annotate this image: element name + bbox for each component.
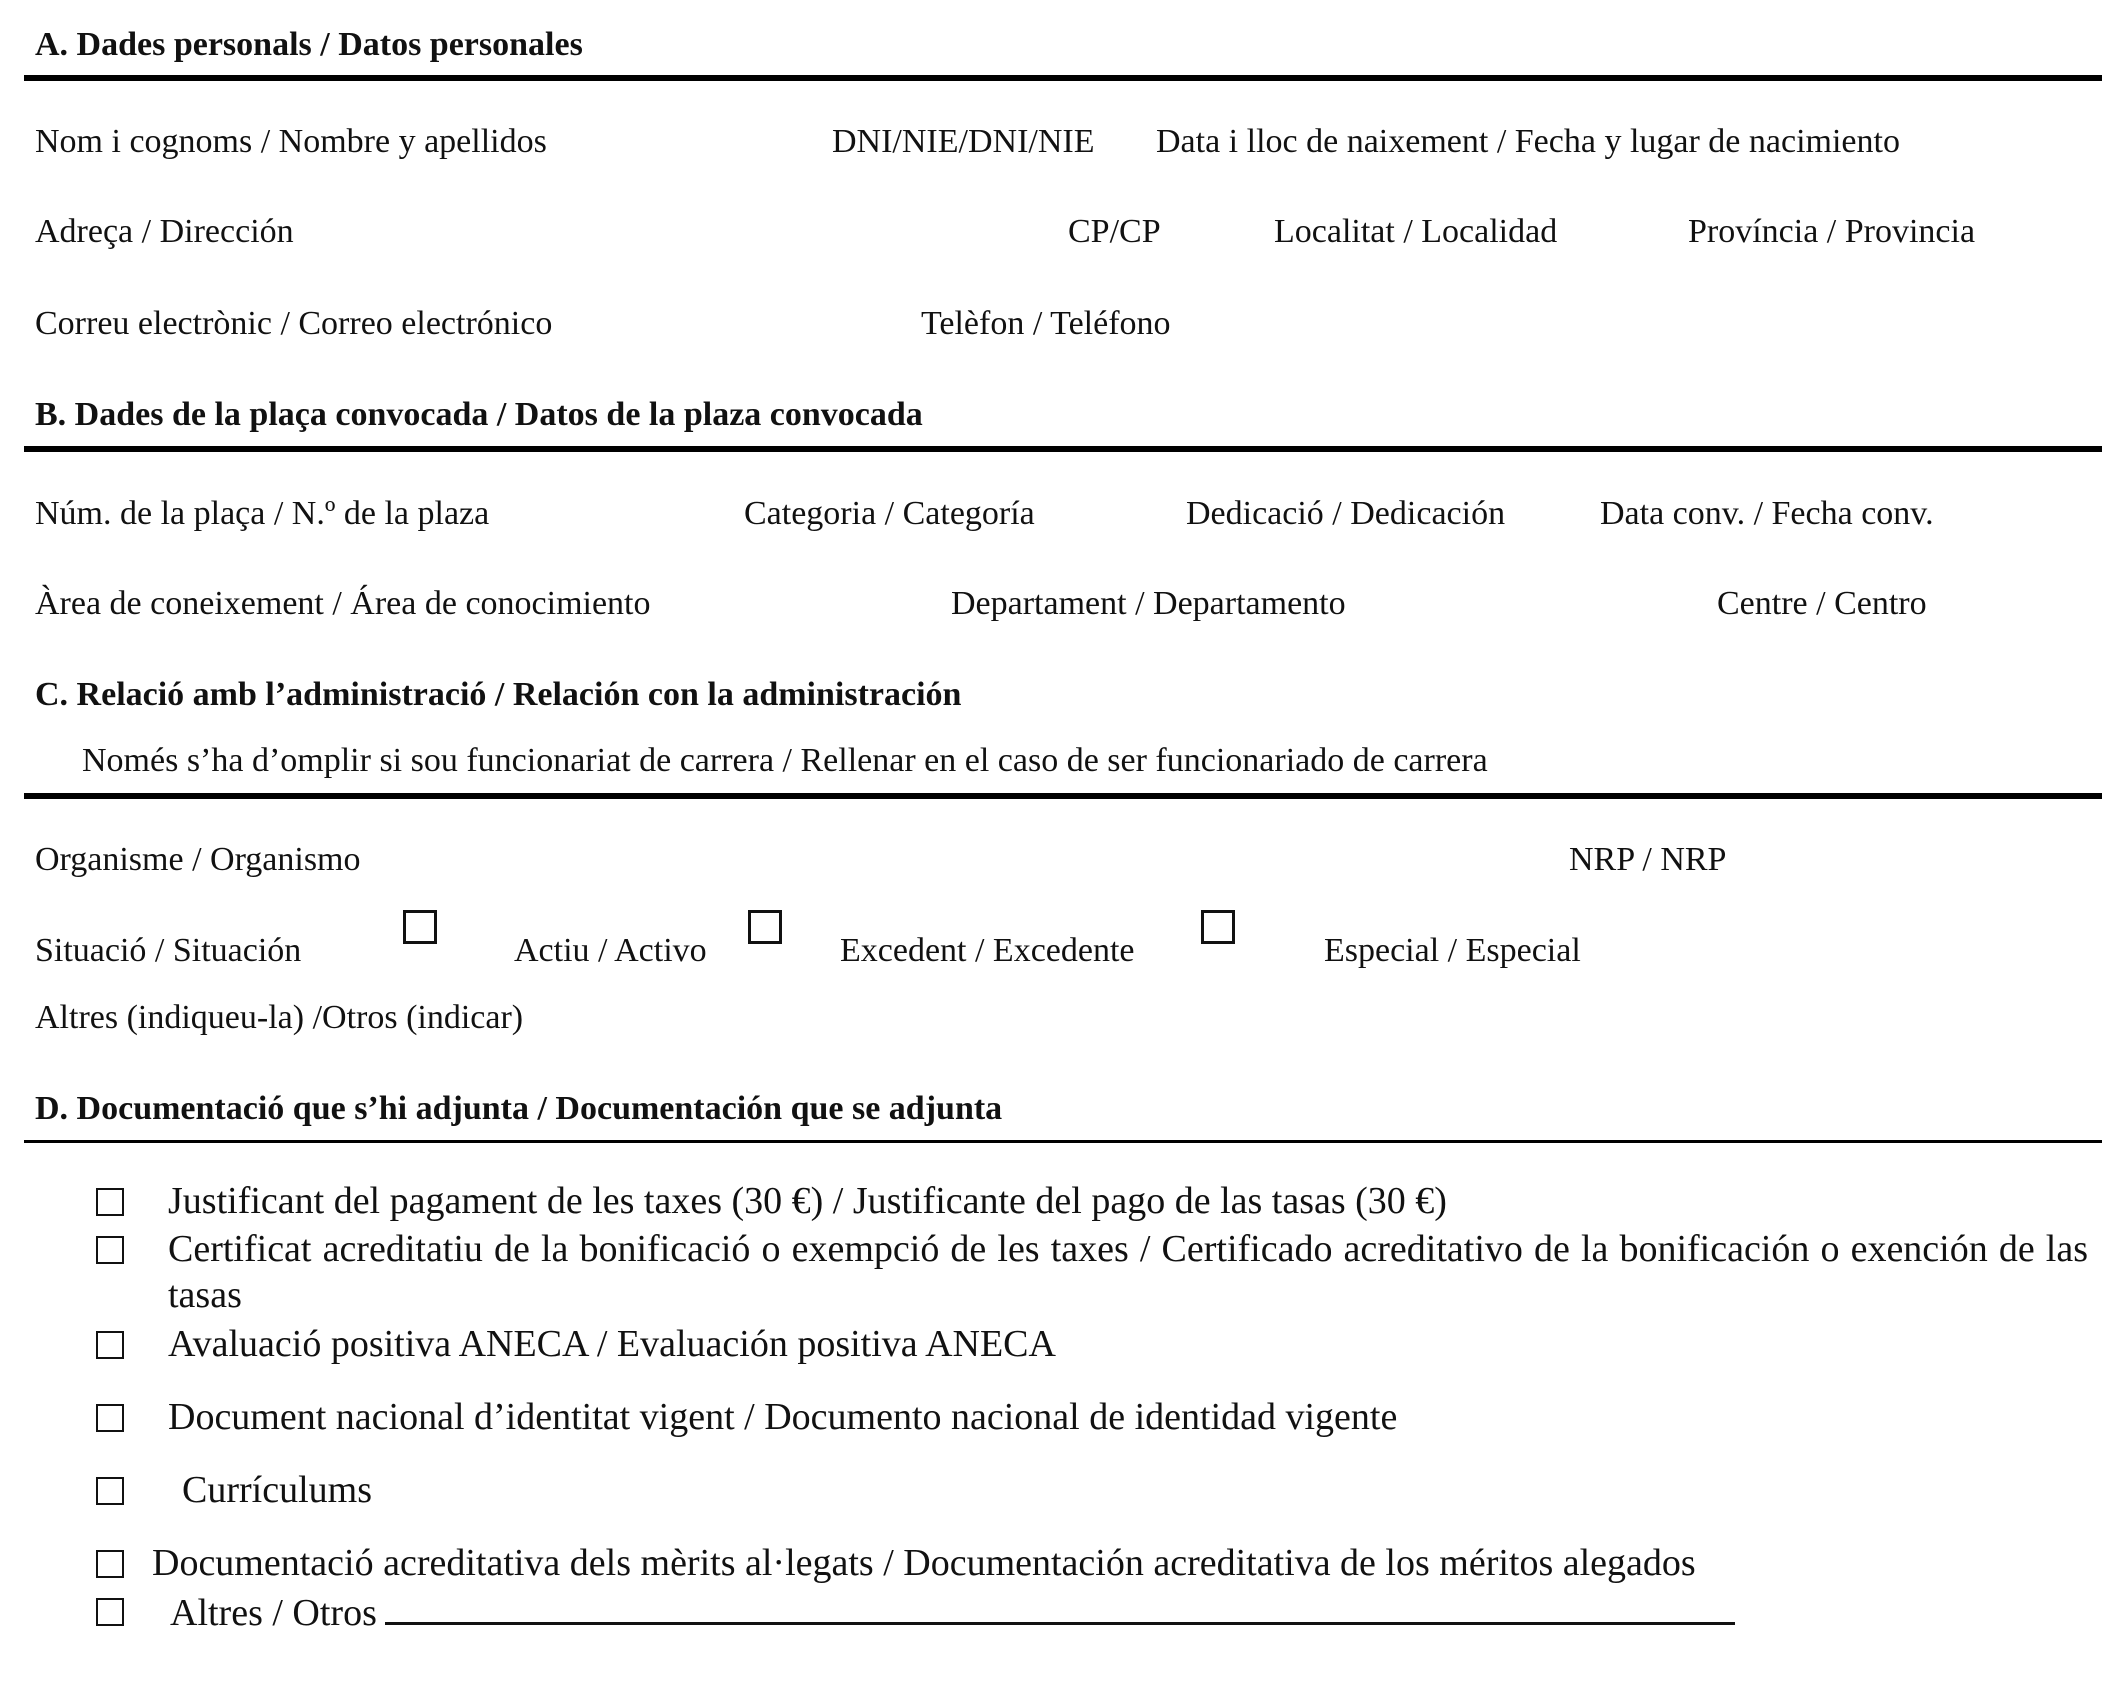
birth-label: Data i lloc de naixement / Fecha y lugar de nacimiento: [1156, 123, 1900, 160]
doc-item-others-label: Altres / Otros: [170, 1592, 377, 1634]
doc-checkbox-fee-exemption[interactable]: [96, 1236, 124, 1264]
doc-checkbox-id[interactable]: [96, 1404, 124, 1432]
section-c-rule: [24, 793, 2102, 799]
situation-special-checkbox[interactable]: [1201, 910, 1235, 944]
others-fill-line[interactable]: [385, 1588, 1735, 1625]
active-label: Actiu / Activo: [514, 932, 707, 969]
centre-label: Centre / Centro: [1717, 585, 1927, 622]
area-label: Àrea de coneixement / Área de conocimiento: [35, 585, 651, 622]
section-c-subtitle: Només s’ha d’omplir si sou funcionariat de carrera / Rellenar en el caso de ser funcionariado de carrera: [82, 742, 1488, 779]
email-label: Correu electrònic / Correo electrónico: [35, 305, 553, 342]
others-label: Altres (indiqueu-la) /Otros (indicar): [35, 999, 524, 1036]
locality-label: Localitat / Localidad: [1274, 213, 1558, 250]
section-b-title: B. Dades de la plaça convocada / Datos de la plaza convocada: [35, 396, 923, 433]
doc-item-fee-payment: Justificant del pagament de les taxes (30 €) / Justificante del pago de las tasas (30 €): [168, 1180, 1447, 1222]
doc-checkbox-aneca[interactable]: [96, 1331, 124, 1359]
situation-surplus-checkbox[interactable]: [748, 910, 782, 944]
doc-checkbox-cv[interactable]: [96, 1477, 124, 1505]
doc-checkbox-others[interactable]: [96, 1598, 124, 1626]
phone-label: Telèfon / Teléfono: [921, 305, 1171, 342]
section-d-title: D. Documentació que s’hi adjunta / Documentación que se adjunta: [35, 1090, 1003, 1127]
department-label: Departament / Departamento: [951, 585, 1346, 622]
situation-active-checkbox[interactable]: [403, 910, 437, 944]
section-a-rule: [24, 75, 2102, 81]
address-label: Adreça / Dirección: [35, 213, 294, 250]
category-label: Categoria / Categoría: [744, 495, 1035, 532]
doc-checkbox-merits[interactable]: [96, 1550, 124, 1578]
situation-label: Situació / Situación: [35, 932, 302, 969]
nrp-label: NRP / NRP: [1569, 841, 1727, 878]
dni-label: DNI/NIE/DNI/NIE: [832, 123, 1095, 160]
cp-label: CP/CP: [1068, 213, 1161, 250]
dedication-label: Dedicació / Dedicación: [1186, 495, 1506, 532]
section-d-rule: [24, 1140, 2102, 1143]
place-num-label: Núm. de la plaça / N.º de la plaza: [35, 495, 490, 532]
organism-label: Organisme / Organismo: [35, 841, 361, 878]
name-label: Nom i cognoms / Nombre y apellidos: [35, 123, 547, 160]
special-label: Especial / Especial: [1324, 932, 1581, 969]
section-a-title: A. Dades personals / Datos personales: [35, 26, 583, 63]
doc-item-id: Document nacional d’identitat vigent / Documento nacional de identidad vigente: [168, 1396, 1398, 1438]
doc-item-merits: Documentació acreditativa dels mèrits al·legats / Documentación acreditativa de los méritos alegados: [152, 1542, 1696, 1584]
conv-date-label: Data conv. / Fecha conv.: [1600, 495, 1934, 532]
doc-item-others: [170, 1588, 1735, 1636]
section-c-title: C. Relació amb l’administració / Relación con la administración: [35, 676, 962, 713]
doc-item-cv: Currículums: [182, 1469, 372, 1511]
doc-item-fee-exemption: Certificat acreditatiu de la bonificació o exempció de les taxes / Certificado acreditativo de la bonificación o exención de las tasas: [168, 1228, 2088, 1316]
doc-checkbox-fee-payment[interactable]: [96, 1188, 124, 1216]
province-label: Província / Provincia: [1688, 213, 1976, 250]
surplus-label: Excedent / Excedente: [840, 932, 1135, 969]
doc-item-aneca: Avaluació positiva ANECA / Evaluación positiva ANECA: [168, 1323, 1056, 1365]
section-b-rule: [24, 446, 2102, 452]
